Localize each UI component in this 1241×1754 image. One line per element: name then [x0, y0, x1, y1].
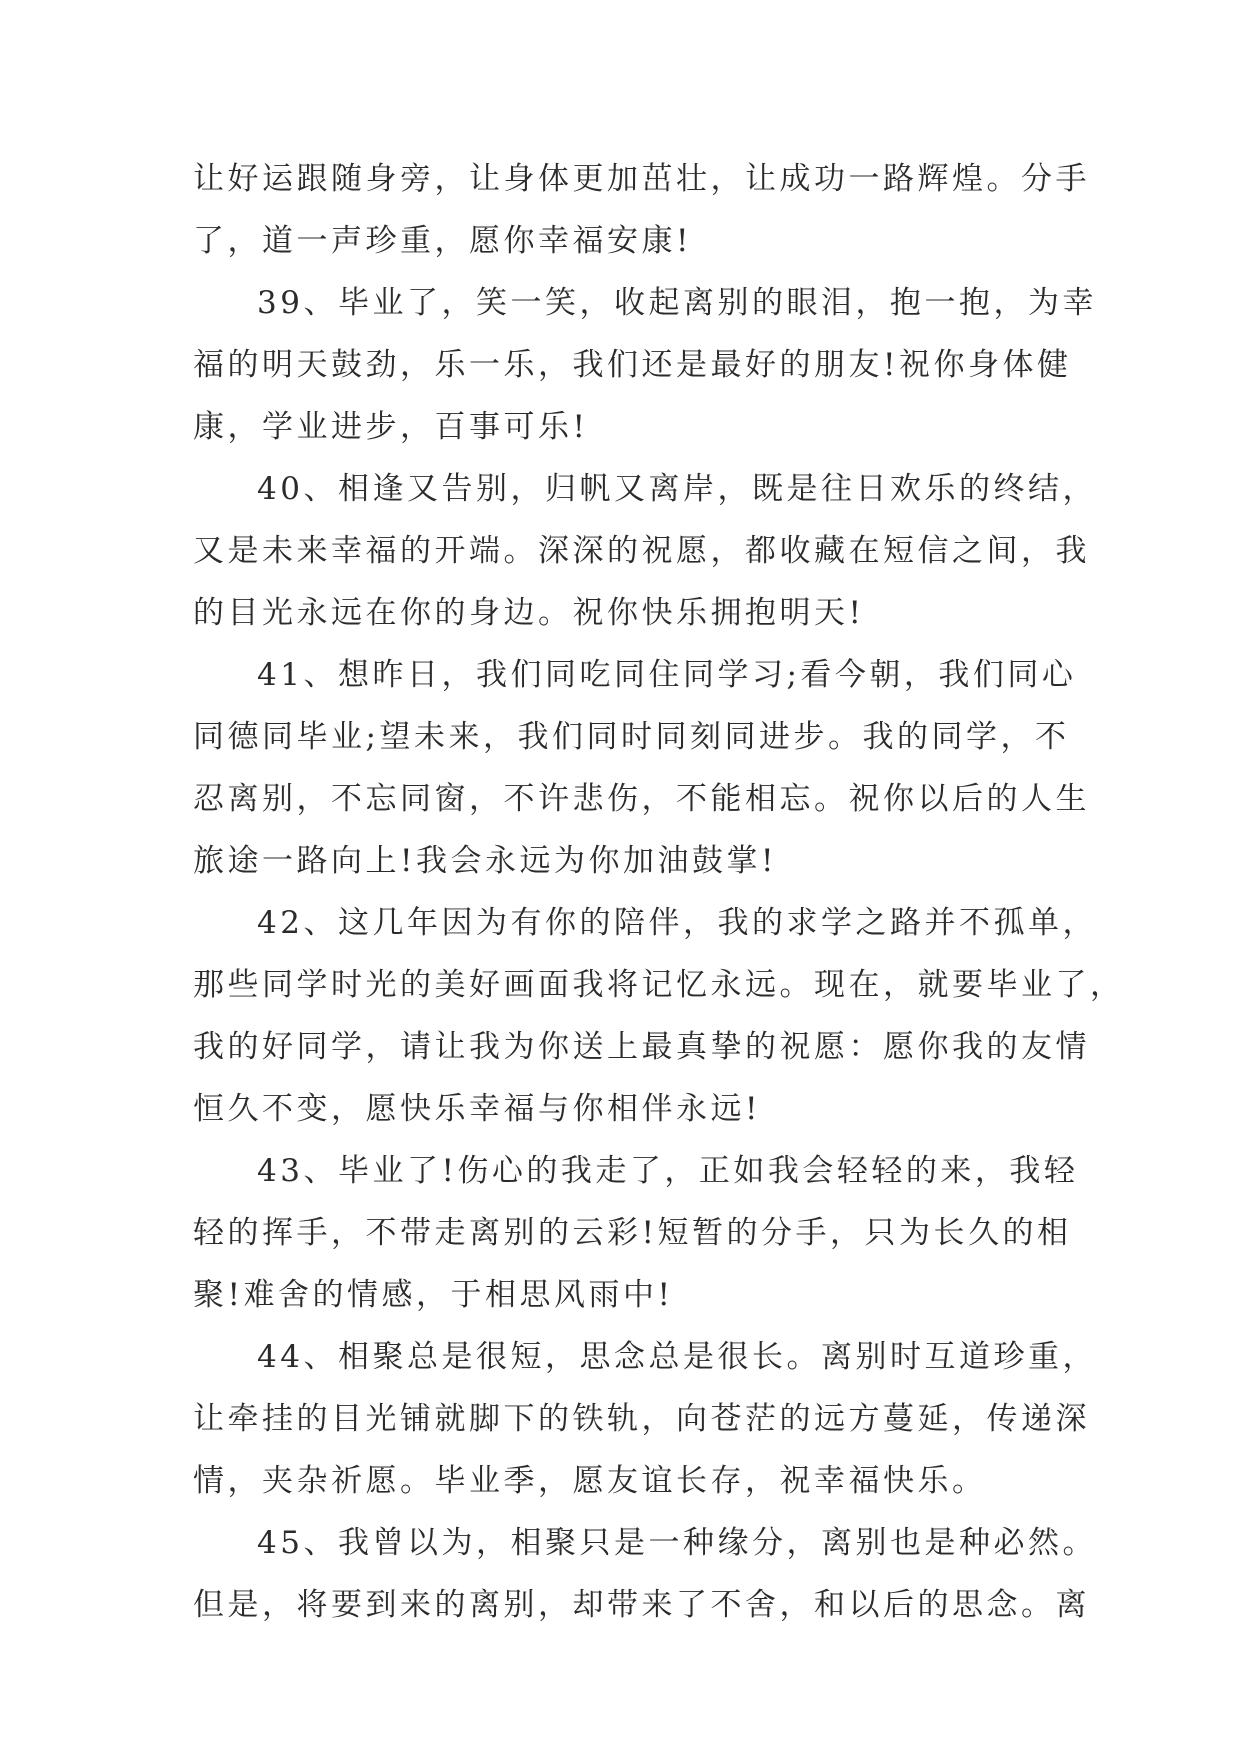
- text-line: 福的明天鼓劲，乐一乐，我们还是最好的朋友!祝你身体健: [193, 347, 1072, 383]
- text-line: 恒久不变，愿快乐幸福与你相伴永远!: [193, 1091, 761, 1127]
- paragraph-43-start: 43、毕业了!伤心的我走了，正如我会轻轻的来，我轻: [257, 1153, 1079, 1189]
- paragraph-44-start: 44、相聚总是很短，思念总是很长。离别时互道珍重，: [257, 1339, 1097, 1375]
- text-line: 让牵挂的目光铺就脚下的铁轨，向苍茫的远方蔓延，传递深: [193, 1401, 1090, 1437]
- text-line: 了，道一声珍重，愿你幸福安康!: [193, 223, 692, 259]
- text-line: 但是，将要到来的离别，却带来了不舍，和以后的思念。离: [193, 1587, 1090, 1623]
- paragraph-41-start: 41、想昨日，我们同吃同住同学习;看今朝，我们同心: [257, 657, 1077, 693]
- paragraph-45-start: 45、我曾以为，相聚只是一种缘分，离别也是种必然。: [257, 1525, 1097, 1561]
- text-line: 轻的挥手，不带走离别的云彩!短暂的分手，只为长久的相: [193, 1215, 1072, 1251]
- text-line: 情，夹杂祈愿。毕业季，愿友谊长存，祝幸福快乐。: [193, 1463, 987, 1499]
- paragraph-42-start: 42、这几年因为有你的陪伴，我的求学之路并不孤单，: [257, 905, 1097, 941]
- text-line: 康，学业进步，百事可乐!: [193, 409, 589, 445]
- paragraph-40-start: 40、相逢又告别，归帆又离岸，既是往日欢乐的终结，: [257, 471, 1097, 507]
- text-line: 聚!难舍的情感，于相思风雨中!: [193, 1277, 674, 1313]
- text-line: 我的好同学，请让我为你送上最真挚的祝愿：愿你我的友情: [193, 1029, 1090, 1065]
- paragraph-39-start: 39、毕业了，笑一笑，收起离别的眼泪，抱一抱，为幸: [257, 285, 1097, 321]
- text-line: 旅途一路向上!我会永远为你加油鼓掌!: [193, 843, 777, 879]
- text-line: 那些同学时光的美好画面我将记忆永远。现在，就要毕业了，: [193, 967, 1125, 1003]
- text-line: 又是未来幸福的开端。深深的祝愿，都收藏在短信之间，我: [193, 533, 1090, 569]
- document-body: [193, 148, 1125, 1636]
- text-line: 忍离别，不忘同窗，不许悲伤，不能相忘。祝你以后的人生: [193, 781, 1090, 817]
- text-line: 同德同毕业;望未来，我们同时同刻同进步。我的同学，不: [193, 719, 1070, 755]
- text-line: 让好运跟随身旁，让身体更加茁壮，让成功一路辉煌。分手: [193, 161, 1090, 197]
- text-line: 的目光永远在你的身边。祝你快乐拥抱明天!: [193, 595, 865, 631]
